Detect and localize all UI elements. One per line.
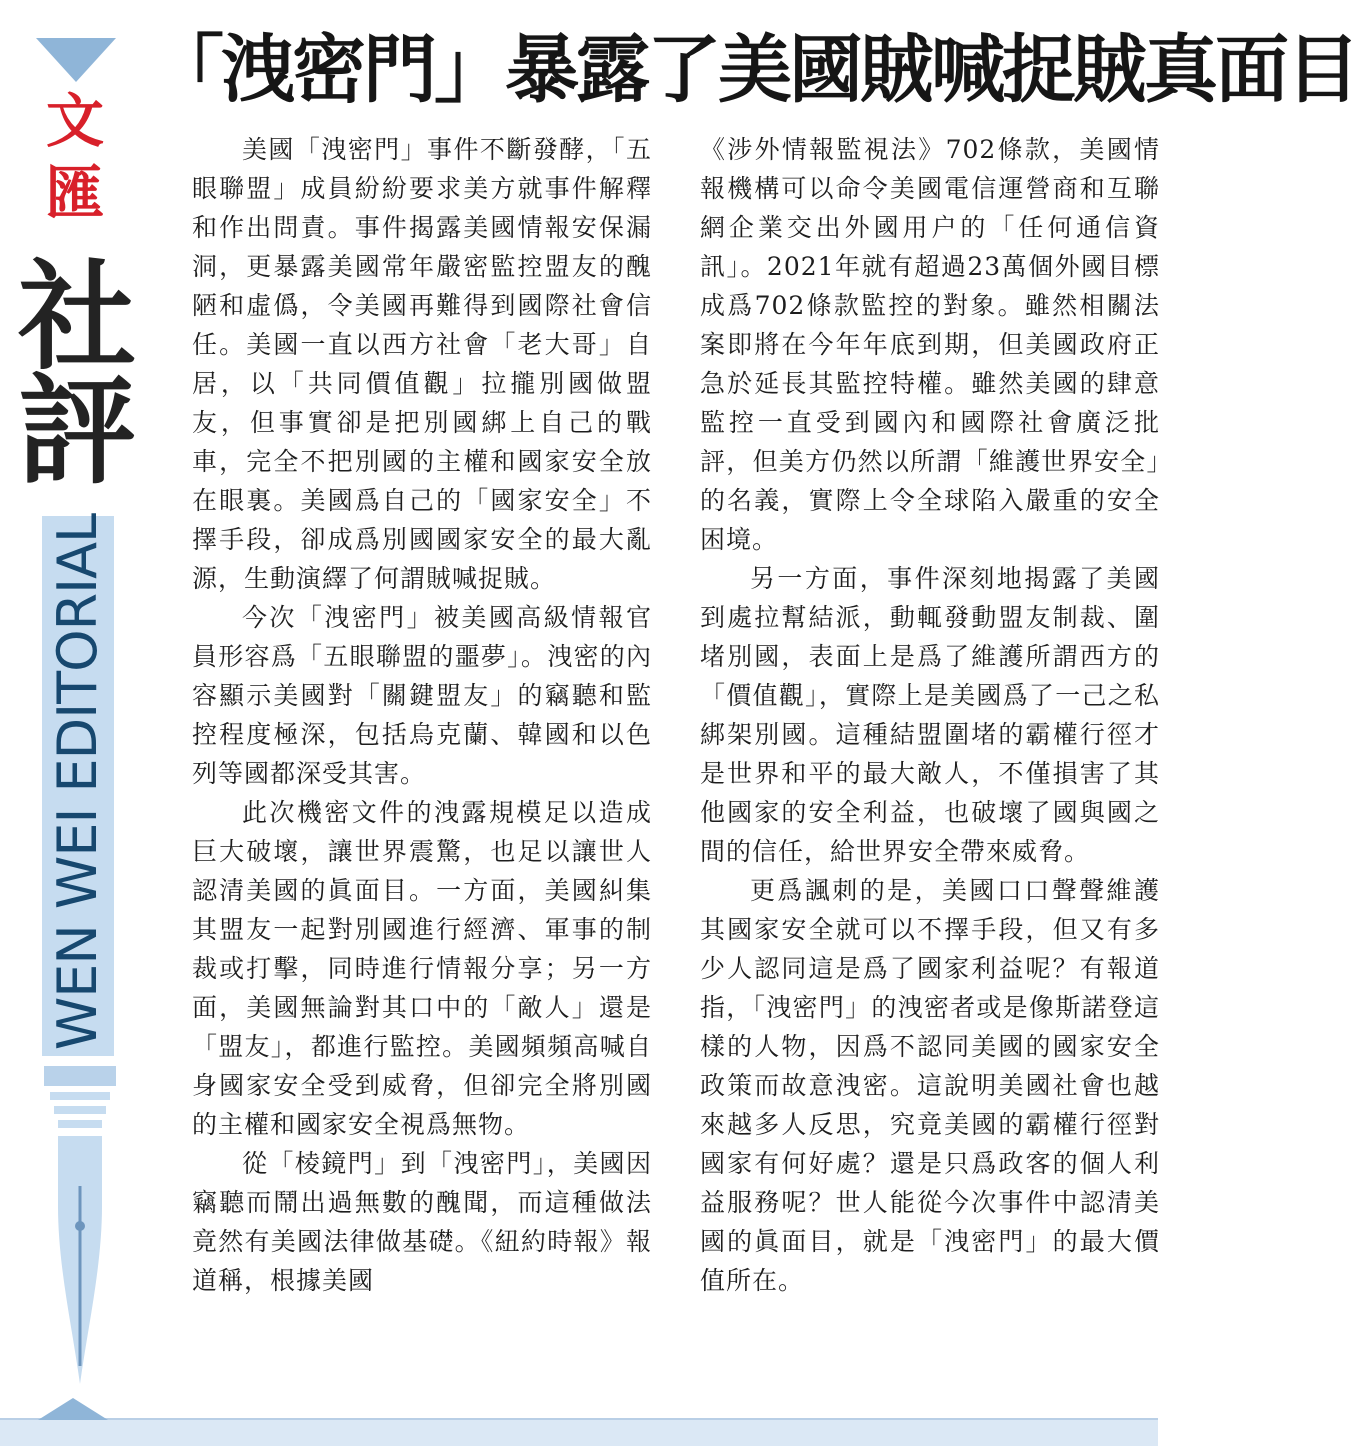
paragraph: 今次「洩密門」被美國高級情報官員形容爲「五眼聯盟的噩夢」。洩密的內容顯示美國對「關鍵盟友」的竊聽和監控程度極深，包括烏克蘭、韓國和以色列等國都深受其害。 [192,603,652,788]
section-char-she: 社 [17,248,136,386]
up-arrow-icon [38,1398,108,1420]
english-label: WEN WEI EDITORIAL [46,513,109,1051]
paragraph: 此次機密文件的洩露規模足以造成巨大破壞，讓世界震驚，也足以讓世人認清美國的眞面目。一方面，美國糾集其盟友一起對別國進行經濟、軍事的制裁或打擊，同時進行情報分享；另一方面，美國無論對其口中的「敵人」還是「盟友」，都進行監控。美國頻頻高喊自身國家安全受到威脅，但卻完全將別國的主權和國家安全視爲無物。 [192,798,652,1139]
paragraph: 更爲諷刺的是，美國口口聲聲維護其國家安全就可以不擇手段，但又有多少人認同這是爲了國家利益呢？有報道指，「洩密門」的洩密者或是像斯諾登這樣的人物，因爲不認同美國的國家安全政策而故意洩密。這說明美國社會也越來越多人反思，究竟美國的霸權行徑對國家有何好處？還是只爲政客的個人利益服務呢？世人能從今次事件中認清美國的眞面目，就是「洩密門」的最大價值所在。 [700,876,1160,1295]
section-char-ping: 評 [17,362,136,500]
fountain-pen-icon [44,1066,116,1386]
masthead-sidebar [0,0,150,1444]
down-arrow-icon [36,38,116,84]
paragraph: 從「棱鏡門」到「洩密門」，美國因竊聽而鬧出過無數的醜聞，而這種做法竟然有美國法律做基礎。《紐約時報》報道稱，根據美國 [192,1149,652,1295]
footer-bar [0,1418,1158,1446]
headline: 「洩密門」暴露了美國賊喊捉賊真面目 [150,27,1357,113]
article-column-right [700,130,1160,1300]
paragraph: 美國「洩密門」事件不斷發酵，「五眼聯盟」成員紛紛要求美方就事件解釋和作出問責。事件揭露美國情報安保漏洞，更暴露美國常年嚴密監控盟友的醜陋和虛僞，令美國再難得到國際社會信任。美國一直以西方社會「老大哥」自居，以「共同價值觀」拉攏別國做盟友，但事實卻是把別國綁上自己的戰車，完全不把別國的主權和國家安全放在眼裏。美國爲自己的「國家安全」不擇手段，卻成爲別國國家安全的最大亂源，生動演繹了何謂賊喊捉賊。 [192,135,652,593]
article-column-left [192,130,652,1300]
paragraph: 另一方面，事件深刻地揭露了美國到處拉幫結派，動輒發動盟友制裁、圍堵別國，表面上是爲了維護所謂西方的「價值觀」，實際上是美國爲了一己之私綁架別國。這種結盟圍堵的霸權行徑才是世界和平的最大敵人，不僅損害了其他國家的安全利益，也破壞了國與國之間的信任，給世界安全帶來威脅。 [700,564,1160,866]
paragraph: 《涉外情報監視法》702條款，美國情報機構可以命令美國電信運營商和互聯網企業交出外國用户的「任何通信資訊」。2021年就有超過23萬個外國目標成爲702條款監控的對象。雖然相關法案即將在今年年底到期，但美國政府正急於延長其監控特權。雖然美國的肆意監控一直受到國內和國際社會廣泛批評，但美方仍然以所謂「維護世界安全」的名義，實際上令全球陷入嚴重的安全困境。 [700,135,1160,554]
brand-char-hui: 匯 [45,159,104,227]
brand-char-wen: 文 [45,87,104,155]
